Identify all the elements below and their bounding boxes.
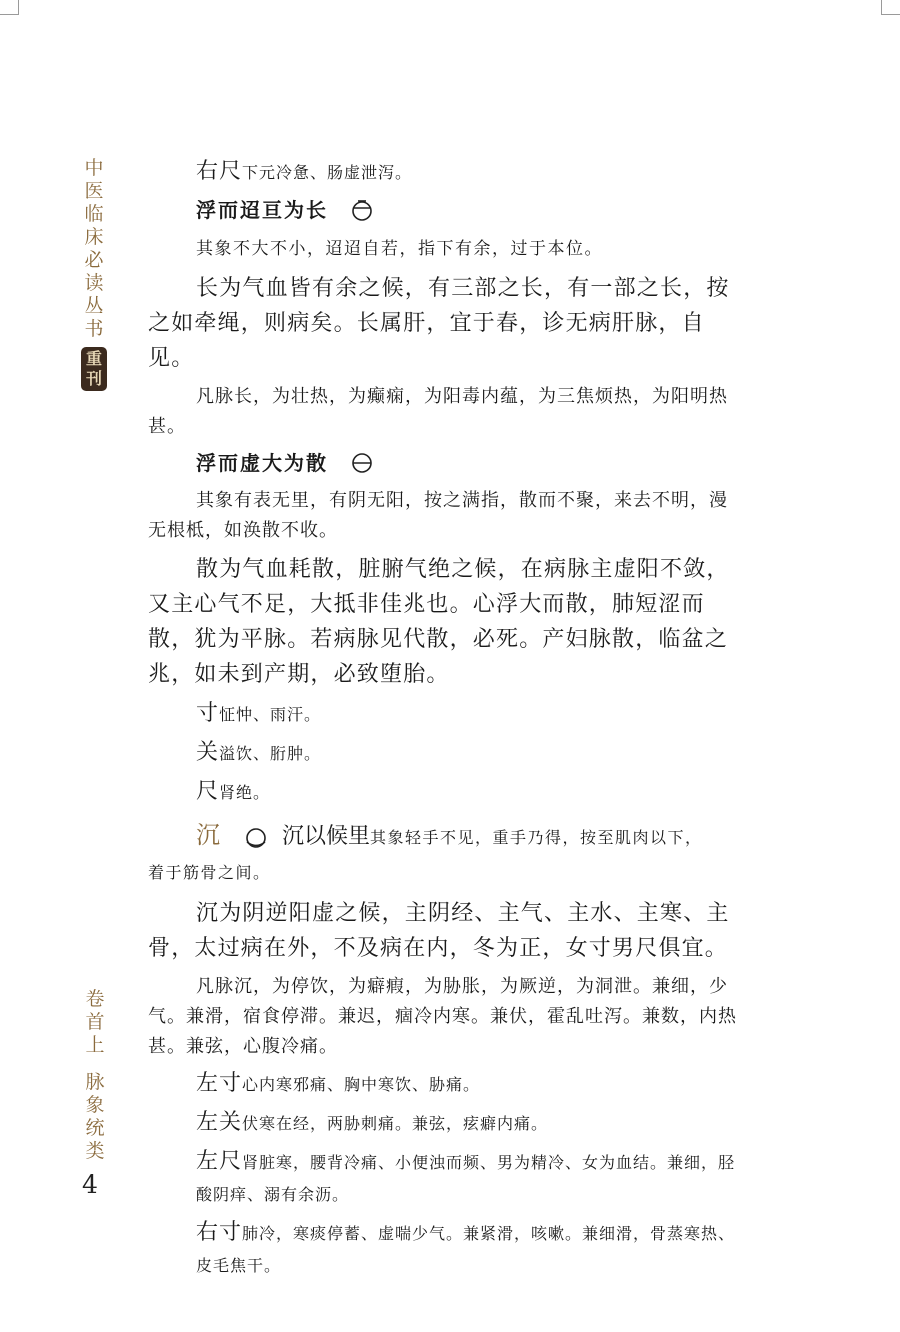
- chen-title: 沉: [196, 821, 222, 849]
- text-line: [196, 698, 746, 731]
- position-note: 心内寒邪痛、胸中寒饮、胁痛。: [242, 1075, 481, 1094]
- position-label: 右寸: [196, 1220, 243, 1245]
- paragraph: 沉为阴逆阳虚之候，主阴经、主气、主水、主寒、主骨，太过病在外，不及病在内，冬为正，女寸男尺俱宜。: [148, 901, 730, 961]
- series-title-char: 读: [84, 272, 104, 294]
- position-note: 怔忡、雨汗。: [219, 705, 322, 724]
- section-heading-san: [196, 448, 746, 478]
- crop-mark-left: [0, 0, 19, 15]
- series-title-char: 书: [84, 318, 104, 340]
- pulse-description: 其象不大不小，迢迢自若，指下有余，过于本位。: [196, 239, 603, 259]
- section-heading-chen: [148, 815, 746, 854]
- text-line: [196, 737, 746, 770]
- page-number: 4: [82, 1170, 98, 1199]
- series-title: [80, 157, 108, 391]
- main-text: [148, 156, 746, 1288]
- chapter-char: 上: [85, 1034, 105, 1056]
- series-title-char: 中: [84, 157, 104, 179]
- position-label: 左尺: [196, 1149, 243, 1174]
- seal-char: 重: [85, 349, 102, 368]
- text-line: [196, 156, 746, 189]
- series-title-char: 床: [84, 226, 104, 248]
- text-line: [196, 1146, 746, 1211]
- chen-pulse-symbol-icon: [244, 828, 268, 850]
- series-title-char: 医: [84, 180, 104, 202]
- chapter-char: 脉: [85, 1071, 105, 1093]
- reprint-seal: [81, 347, 107, 391]
- chapter-char: 首: [85, 1011, 105, 1033]
- paragraph: 凡脉沉，为停饮，为癖瘕，为胁胀，为厥逆，为洞泄。兼细，少气。兼滑，宿食停滞。兼迟，痼冷内寒。兼伏，霍乱吐泻。兼数，内热甚。兼弦，心腹冷痛。: [148, 976, 737, 1057]
- paragraph: 凡脉长，为壮热，为癫痫，为阳毒内蕴，为三焦烦热，为阳明热甚。: [148, 386, 728, 437]
- san-pulse-symbol-icon: [350, 452, 374, 474]
- chapter-char: 卷: [85, 988, 105, 1010]
- position-note: 肾脏寒，腰背冷痛、小便浊而频、男为精冷、女为血结。兼细，胫酸阴痒、溺有余沥。: [196, 1153, 736, 1204]
- position-label: 尺: [196, 779, 220, 804]
- position-note: 伏寒在经，两胁刺痛。兼弦，痃癖内痛。: [242, 1114, 549, 1133]
- position-note: 肾绝。: [219, 783, 271, 802]
- chapter-char: 象: [85, 1094, 105, 1116]
- position-note: 肺冷，寒痰停蓄、虚喘少气。兼紧滑，咳嗽。兼细滑，骨蒸寒热、皮毛焦干。: [196, 1224, 736, 1275]
- position-label: 寸: [196, 701, 220, 726]
- pulse-description: 其象有表无里，有阴无阳，按之满指，散而不聚，来去不明，漫无根柢，如涣散不收。: [148, 490, 728, 541]
- paragraph: 散为气血耗散，脏腑气绝之候，在病脉主虚阳不敛，又主心气不足，大抵非佳兆也。心浮大而散，肺短涩而散，犹为平脉。若病脉见代散，必死。产妇脉散，临盆之兆，如未到产期，必致堕胎。: [148, 557, 730, 687]
- chen-lead: 沉以候里: [282, 824, 371, 849]
- series-title-char: 临: [84, 203, 104, 225]
- position-note: 溢饮、胻肿。: [219, 744, 322, 763]
- seal-char: 刊: [85, 369, 102, 388]
- position-label: 左寸: [196, 1071, 243, 1096]
- series-title-char: 必: [84, 249, 104, 271]
- text-line: [196, 776, 746, 809]
- text-line: [196, 1068, 746, 1101]
- position-label: 右尺: [196, 159, 243, 184]
- position-label: 左关: [196, 1110, 243, 1135]
- chen-note: 其象轻手不见，重手乃得，按至肌肉以下，: [370, 828, 703, 847]
- section-heading-chang: [196, 195, 746, 225]
- chapter-char: 类: [85, 1140, 105, 1162]
- position-note: 下元冷惫、肠虚泄泻。: [242, 163, 413, 182]
- chapter-title: [82, 988, 108, 1163]
- position-label: 关: [196, 740, 220, 765]
- chen-note-continued: 着于筋骨之间。: [148, 863, 271, 882]
- chapter-char: 统: [85, 1117, 105, 1139]
- text-line: [196, 1217, 746, 1282]
- heading-label: 浮而虚大为散: [196, 451, 328, 475]
- chang-pulse-symbol-icon: [350, 199, 374, 221]
- paragraph: 长为气血皆有余之候，有三部之长，有一部之长，按之如牵绳，则病矣。长属肝，宜于春，诊无病肝脉，自见。: [148, 276, 730, 371]
- heading-label: 浮而迢亘为长: [196, 198, 328, 222]
- text-line: [196, 1107, 746, 1140]
- crop-mark-right: [881, 0, 900, 15]
- series-title-char: 丛: [84, 295, 104, 317]
